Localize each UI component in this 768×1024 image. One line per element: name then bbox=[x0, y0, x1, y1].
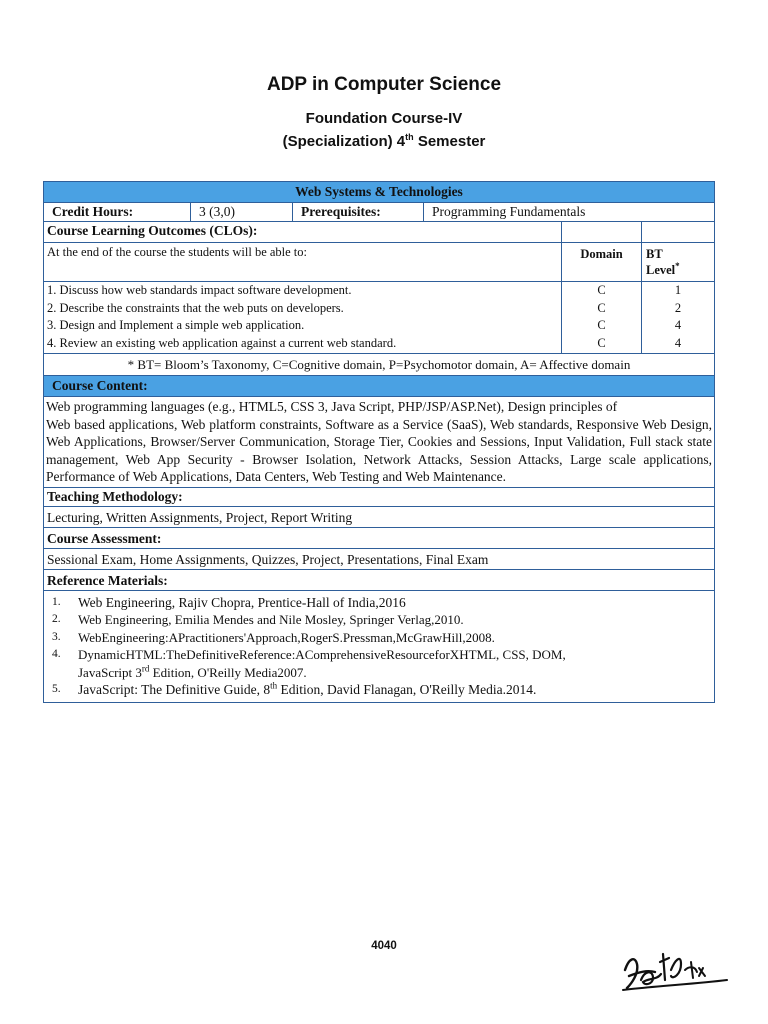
clo-header-row bbox=[44, 243, 714, 282]
reference-item: 3. WebEngineering:APractitioners'Approach,RogerS.Pressman,McGrawHill,2008. bbox=[52, 629, 495, 645]
credit-hours-label: Credit Hours: bbox=[44, 203, 191, 221]
assessment-heading: Course Assessment: bbox=[44, 528, 714, 549]
semester-line: (Specialization) 4th Semester bbox=[282, 132, 486, 150]
course-outline-table bbox=[43, 181, 715, 703]
credit-hours-row bbox=[44, 203, 714, 222]
clo-bt-level: 2 bbox=[674, 300, 682, 315]
references-list bbox=[44, 591, 714, 702]
references-heading: Reference Materials: bbox=[44, 570, 714, 591]
clo-items bbox=[44, 282, 714, 354]
bt-footnote: * BT= Bloom’s Taxonomy, C=Cognitive domain, P=Psychomotor domain, A= Affective domain bbox=[44, 354, 714, 376]
clo-domain: C bbox=[597, 318, 606, 332]
course-content-heading: Course Content: bbox=[44, 376, 714, 397]
assessment-text: Sessional Exam, Home Assignments, Quizzes, Project, Presentations, Final Exam bbox=[44, 549, 714, 570]
clo-domain: C bbox=[597, 300, 606, 315]
course-title: Web Systems & Technologies bbox=[44, 182, 714, 203]
clo-domain: C bbox=[597, 335, 606, 350]
document-subtitle: Foundation Course-IV bbox=[305, 110, 463, 127]
document-title: ADP in Computer Science bbox=[266, 74, 502, 95]
teaching-text: Lecturing, Written Assignments, Project, Report Writing bbox=[44, 507, 714, 528]
prerequisites-value: Programming Fundamentals bbox=[432, 204, 586, 219]
clo-item: 3. Design and Implement a simple web application. bbox=[47, 318, 305, 332]
clo-item: 4. Review an existing web application against a current web standard. bbox=[47, 335, 397, 350]
clo-heading-row bbox=[44, 222, 714, 243]
clo-bt-level: 4 bbox=[674, 318, 682, 332]
page-number: 4040 bbox=[371, 940, 397, 952]
clo-bt-level: 4 bbox=[674, 335, 682, 350]
clo-bt-level: 1 bbox=[674, 283, 682, 297]
clo-intro: At the end of the course the students will be able to: bbox=[44, 243, 562, 281]
reference-item: 2. Web Engineering, Emilia Mendes and Nile Mosley, Springer Verlag,2010. bbox=[52, 612, 464, 627]
reference-item: 5. JavaScript: The Definitive Guide, 8th Edition, David Flanagan, O'Reilly Media.2014. bbox=[52, 680, 537, 697]
bt-level-header: BT Level* bbox=[646, 247, 680, 277]
clo-item: 2. Describe the constraints that the web puts on developers. bbox=[47, 300, 344, 315]
teaching-heading: Teaching Methodology: bbox=[44, 488, 714, 507]
signature-image bbox=[615, 940, 735, 1000]
clo-item: 1. Discuss how web standards impact software development. bbox=[47, 283, 352, 297]
course-content-line1: Web programming languages (e.g., HTML5, CSS 3, Java Script, PHP/JSP/ASP.Net), Design principles of bbox=[46, 399, 618, 414]
clo-domain: C bbox=[597, 283, 606, 297]
clo-heading: Course Learning Outcomes (CLOs): bbox=[44, 222, 562, 242]
course-content-line2: Web based applications, Web platform constraints, Software as a Service (SaaS), Web standards, Responsive Web Design, Web Applications, Browser/Server Communication, Storage Tier, Cookies and Sessions, Input Validation, Full stack state management, Web App Security - Browser Isolation, Network Attacks, Session Attacks, Large scale applications, Performance of Web Applications, Data Centers, Web Testing and Web Maintenance. bbox=[46, 416, 712, 484]
reference-item: 4. DynamicHTML:TheDefinitiveReference:AComprehensiveResourceforXHTML, CSS, DOM, JavaScript 3rd Edition, O'Reilly Media2007. bbox=[52, 647, 566, 680]
prerequisites-label: Prerequisites: bbox=[293, 203, 424, 221]
reference-item: 1. Web Engineering, Rajiv Chopra, Prentice-Hall of India,2016 bbox=[52, 594, 406, 610]
domain-header: Domain bbox=[562, 243, 642, 281]
course-content-text bbox=[44, 397, 714, 488]
credit-hours-value: 3 (3,0) bbox=[191, 203, 293, 221]
